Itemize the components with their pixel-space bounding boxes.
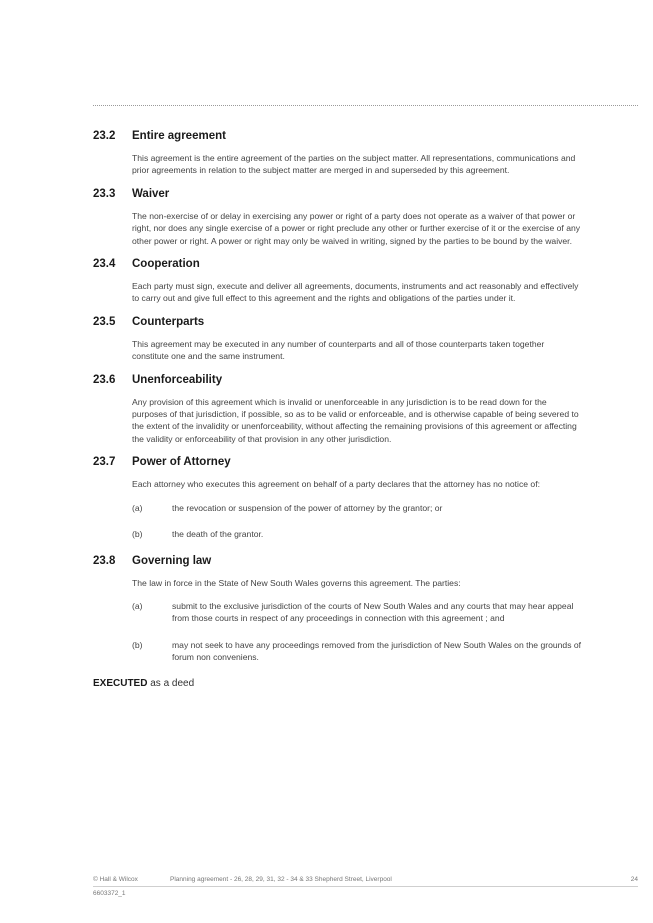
section-title: Cooperation bbox=[132, 258, 200, 271]
section-governing-law bbox=[93, 555, 583, 664]
section-waiver bbox=[93, 188, 583, 247]
section-heading bbox=[93, 188, 583, 200]
list-item-label: (b) bbox=[132, 639, 143, 650]
section-heading bbox=[93, 456, 583, 468]
list-item bbox=[132, 600, 583, 625]
section-title: Counterparts bbox=[132, 315, 205, 328]
section-number: 23.8 bbox=[93, 554, 116, 567]
section-paragraph: This agreement may be executed in any number of counterparts and all of those counterparts taken together constitute one and the same instrument. bbox=[132, 338, 545, 362]
document-id: 6603372_1 bbox=[93, 890, 126, 897]
section-number: 23.5 bbox=[93, 315, 116, 328]
section-number: 23.7 bbox=[93, 456, 116, 469]
section-paragraph: Each attorney who executes this agreement on behalf of a party declares that the attorney has no notice of: bbox=[132, 479, 540, 490]
header-rule bbox=[93, 105, 638, 106]
list-item-label: (a) bbox=[132, 600, 143, 611]
list-item bbox=[132, 528, 583, 540]
section-entire-agreement bbox=[93, 130, 583, 177]
section-number: 23.4 bbox=[93, 258, 116, 271]
list-item-label: (b) bbox=[132, 529, 143, 540]
executed-text: as a deed bbox=[147, 677, 195, 689]
section-heading bbox=[93, 130, 583, 142]
section-number: 23.2 bbox=[93, 130, 116, 142]
section-heading bbox=[93, 374, 583, 386]
document-body bbox=[93, 130, 583, 689]
footer-firm: © Hall & Wilcox bbox=[93, 876, 138, 883]
page-footer bbox=[93, 876, 638, 897]
list-item-text: submit to the exclusive jurisdiction of the courts of New South Wales and any courts that may hear appeal from those courts in respect of any proceedings in connection with this agreement ; and bbox=[172, 600, 574, 624]
section-paragraph: The non-exercise of or delay in exercising any power or right of a party does not operate as a waiver of that power or right, nor does any single exercise of a power or right preclude any other or further exercise of it or the exercise of any other power or right. A power or right may only be waived in writing, signed by the parties to be bound by the waiver. bbox=[132, 210, 581, 246]
section-title: Power of Attorney bbox=[132, 456, 231, 469]
section-power-of-attorney bbox=[93, 456, 583, 540]
list-item bbox=[132, 502, 583, 514]
section-number: 23.3 bbox=[93, 187, 116, 200]
section-paragraph: Each party must sign, execute and deliver all agreements, documents, instruments and act reasonably and effectively to carry out and give full effect to this agreement and the rights and obligations of the parties under it. bbox=[132, 281, 579, 304]
section-counterparts bbox=[93, 316, 583, 363]
section-paragraph: Any provision of this agreement which is invalid or unenforceable in any jurisdiction is to be read down for the purposes of that jurisdiction, if possible, so as to be valid or enforceable, and is otherwise capable of being severed to the extent of the invalidity or unenforceability, without affecting the remaining provisions of this agreement or affecting the validity or enforceability of that provision in any other jurisdiction. bbox=[132, 396, 579, 444]
list-item bbox=[132, 639, 583, 664]
section-unenforceability bbox=[93, 374, 583, 446]
section-title: Governing law bbox=[132, 554, 212, 567]
section-heading bbox=[93, 555, 583, 567]
section-title: Unenforceability bbox=[132, 373, 223, 386]
page-number: 24 bbox=[630, 876, 638, 883]
section-cooperation bbox=[93, 258, 583, 305]
executed-label: EXECUTED bbox=[93, 677, 148, 689]
list-item-label: (a) bbox=[132, 502, 143, 513]
list-item-text: may not seek to have any proceedings removed from the jurisdiction of New South Wales on the grounds of forum non conveniens. bbox=[172, 639, 582, 663]
section-heading bbox=[93, 258, 583, 270]
section-title: Waiver bbox=[132, 187, 170, 200]
section-paragraph: This agreement is the entire agreement of the parties on the subject matter. All representations, communications and prior agreements in relation to the subject matter are merged in and superseded by this agreement. bbox=[132, 153, 576, 176]
list-item-text: the death of the grantor. bbox=[172, 529, 264, 540]
execution-clause bbox=[93, 678, 583, 689]
list-item-text: the revocation or suspension of the power of attorney by the grantor; or bbox=[172, 502, 443, 513]
section-number: 23.6 bbox=[93, 373, 116, 386]
section-title: Entire agreement bbox=[132, 130, 226, 142]
footer-description: Planning agreement - 26, 28, 29, 31, 32 - 34 & 33 Shepherd Street, Liverpool bbox=[170, 876, 392, 883]
footer-row bbox=[93, 876, 638, 887]
section-paragraph: The law in force in the State of New South Wales governs this agreement. The parties: bbox=[132, 577, 461, 588]
section-heading bbox=[93, 316, 583, 328]
